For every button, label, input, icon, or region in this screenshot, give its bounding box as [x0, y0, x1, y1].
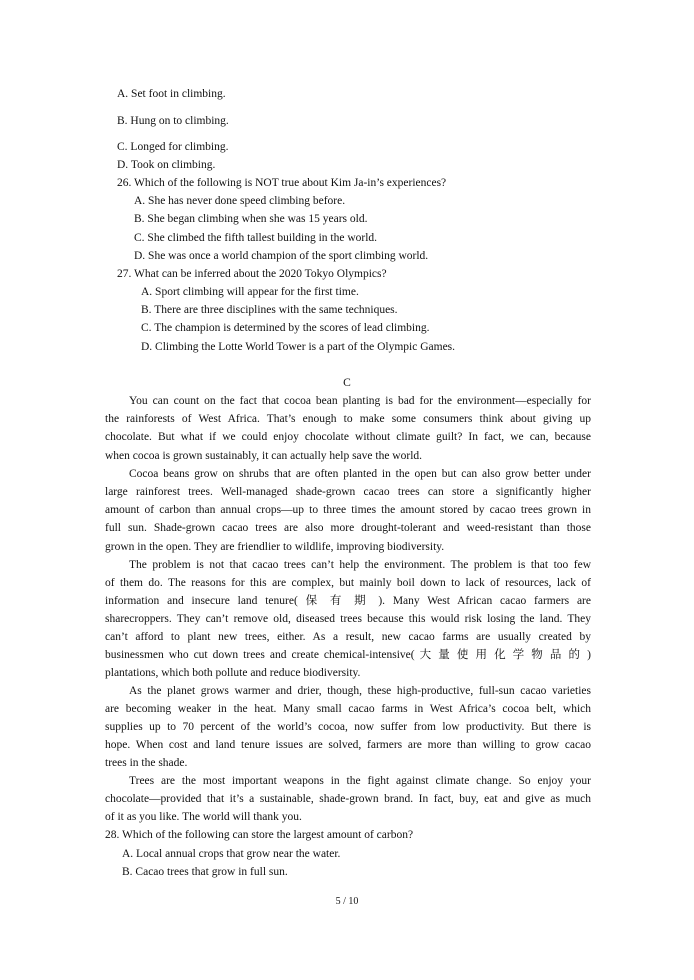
q27-option-b: B. There are three disciplines with the same techniques. [141, 304, 398, 316]
q28-option-b: B. Cacao trees that grow in full sun. [122, 866, 288, 878]
passage-line: of them do. The reasons for this are complex, but mainly boil down to lack of resources, lack of [105, 577, 591, 589]
passage-line: large rainforest trees. Well-managed shade-grown cacao trees can store a significantly higher [105, 486, 591, 498]
q27-option-a: A. Sport climbing will appear for the first time. [141, 286, 359, 298]
q26-option-d: D. She was once a world champion of the sport climbing world. [134, 250, 429, 262]
q25-option-b: B. Hung on to climbing. [117, 115, 229, 127]
passage-line: grown in the open. They are friendlier to wildlife, improving biodiversity. [105, 541, 445, 553]
q25-option-a: A. Set foot in climbing. [117, 88, 226, 100]
passage-line: hope. When cost and land tenure issues are solved, farmers are more than willing to grow cacao [105, 739, 591, 751]
passage-line: As the planet grows warmer and drier, though, these high-productive, full-sun cacao varieties [129, 685, 591, 697]
passage-line: Cocoa beans grow on shrubs that are often planted in the open but can also grow better under [129, 468, 591, 480]
q26-stem: 26. Which of the following is NOT true about Kim Ja-in’s experiences? [117, 177, 447, 189]
passage-line: Trees are the most important weapons in the fight against climate change. So enjoy your [129, 775, 591, 787]
q27-option-d: D. Climbing the Lotte World Tower is a part of the Olympic Games. [141, 341, 456, 353]
passage-line: plantations, which both pollute and reduce biodiversity. [105, 667, 361, 679]
passage-line: the rainforests of West Africa. That’s enough to make some consumers think about giving up [105, 413, 591, 425]
passage-line: You can count on the fact that cocoa bean planting is bad for the environment—especially for [129, 395, 591, 407]
passage-line: of it as you like. The world will thank you. [105, 811, 302, 823]
passage-line: businessmen who cut down trees and create chemical-intensive( 大 量 使 用 化 学 物 品 的 ) [105, 649, 591, 661]
q28-stem: 28. Which of the following can store the largest amount of carbon? [105, 829, 414, 841]
section-c-heading: C [343, 377, 351, 389]
q26-option-a: A. She has never done speed climbing before. [134, 195, 346, 207]
passage-line: chocolate—provided that it’s a sustainable, shade-grown brand. In fact, buy, eat and give as much [105, 793, 591, 805]
q26-option-b: B. She began climbing when she was 15 years old. [134, 213, 368, 225]
passage-line: amount of carbon than annual crops—up to three times the amount stored by cacao trees grown in [105, 504, 591, 516]
passage-line: full sun. Shade-grown cacao trees are also more drought-tolerant and weed-resistant than those [105, 522, 591, 534]
q25-option-c: C. Longed for climbing. [117, 141, 229, 153]
passage-line: are becoming weaker in the heat. Many small cacao farms in West Africa’s cocoa belt, which [105, 703, 591, 715]
q25-option-d: D. Took on climbing. [117, 159, 216, 171]
passage-line: can’t afford to plant new trees, either. As a result, new cacao farms are usually created by [105, 631, 591, 643]
passage-line: when cocoa is grown sustainably, it can actually help save the world. [105, 450, 423, 462]
q27-stem: 27. What can be inferred about the 2020 Tokyo Olympics? [117, 268, 387, 280]
passage-line: information and insecure land tenure( 保 有 期 ). Many West African cacao farmers are [105, 595, 591, 607]
passage-line: chocolate. But what if we could enjoy chocolate without climate guilt? In fact, we can, because [105, 431, 591, 443]
passage-line: supplies up to 70 percent of the world’s cocoa, now suffer from low productivity. But there is [105, 721, 591, 733]
page-number: 5 / 10 [335, 896, 359, 907]
passage-line: The problem is not that cacao trees can’t help the environment. The problem is that too few [129, 559, 591, 571]
q26-option-c: C. She climbed the fifth tallest building in the world. [134, 232, 378, 244]
q28-option-a: A. Local annual crops that grow near the water. [122, 848, 341, 860]
passage-line: sharecroppers. They can’t remove old, diseased trees because this would risk losing the land. They [105, 613, 591, 625]
passage-line: trees in the shade. [105, 757, 188, 769]
q27-option-c: C. The champion is determined by the scores of lead climbing. [141, 322, 430, 334]
